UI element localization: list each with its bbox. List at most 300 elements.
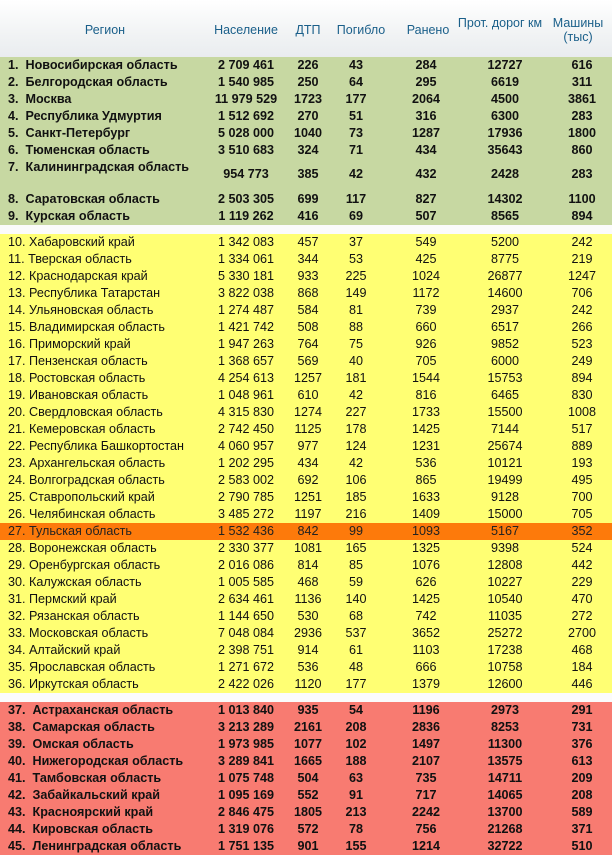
- cars-cell: 889: [571, 439, 593, 453]
- table-row: [0, 838, 612, 855]
- header-died: Погибло: [336, 23, 386, 37]
- died-cell: 91: [348, 788, 363, 802]
- injured-cell: 536: [415, 456, 437, 470]
- region-name: 7. Калининградская область: [8, 160, 190, 174]
- injured-cell: 926: [415, 337, 437, 351]
- accidents-cell: 914: [297, 643, 319, 657]
- accidents-cell: 536: [297, 660, 319, 674]
- died-cell: 185: [345, 490, 367, 504]
- cars-cell: 1100: [568, 192, 596, 206]
- road-length-cell: 10758: [487, 660, 523, 674]
- region-name: 32. Рязанская область: [8, 609, 140, 623]
- population-cell: 2 709 461: [217, 58, 275, 72]
- population-cell: 954 773: [223, 167, 269, 181]
- accidents-cell: 1805: [293, 805, 323, 819]
- died-cell: 124: [345, 439, 367, 453]
- table-row: [0, 557, 612, 574]
- cars-cell: 589: [571, 805, 593, 819]
- table-body: [0, 57, 612, 855]
- population-cell: 2 634 461: [217, 592, 275, 606]
- cars-cell: 894: [571, 371, 593, 385]
- road-length-cell: 25674: [487, 439, 523, 453]
- group-red: [0, 702, 612, 855]
- accidents-cell: 504: [297, 771, 319, 785]
- road-length-cell: 12727: [487, 58, 523, 72]
- died-cell: 75: [348, 337, 363, 351]
- road-length-cell: 11300: [487, 737, 523, 751]
- died-cell: 59: [348, 575, 363, 589]
- cars-cell: 272: [571, 609, 593, 623]
- population-cell: 3 213 289: [217, 720, 275, 734]
- table-row: [0, 753, 612, 770]
- road-length-cell: 8253: [490, 720, 520, 734]
- accidents-cell: 385: [297, 167, 319, 181]
- road-length-cell: 15500: [487, 405, 523, 419]
- died-cell: 42: [348, 388, 363, 402]
- cars-cell: 291: [571, 703, 593, 717]
- header-population: Население: [214, 23, 278, 37]
- road-length-cell: 6000: [490, 354, 520, 368]
- died-cell: 48: [348, 660, 363, 674]
- cars-cell: 209: [571, 771, 593, 785]
- injured-cell: 1231: [411, 439, 441, 453]
- table-row: [0, 142, 612, 159]
- road-length-cell: 8565: [490, 209, 520, 223]
- population-cell: 2 790 785: [217, 490, 275, 504]
- accidents-cell: 933: [297, 269, 319, 283]
- injured-cell: 705: [415, 354, 437, 368]
- population-cell: 2 742 450: [217, 422, 275, 436]
- population-cell: 2 503 305: [217, 192, 275, 206]
- cars-cell: 3861: [567, 92, 597, 106]
- population-cell: 2 846 475: [217, 805, 275, 819]
- header-injured: Ранено: [406, 23, 450, 37]
- road-length-cell: 17238: [487, 643, 523, 657]
- injured-cell: 434: [415, 143, 437, 157]
- population-cell: 1 512 692: [217, 109, 275, 123]
- road-length-cell: 10540: [487, 592, 523, 606]
- injured-cell: 1379: [411, 677, 441, 691]
- road-length-cell: 6517: [490, 320, 520, 334]
- population-cell: 3 485 272: [217, 507, 275, 521]
- cars-cell: 613: [571, 754, 593, 768]
- group-separator: [0, 225, 612, 234]
- cars-cell: 208: [571, 788, 593, 802]
- cars-cell: 616: [571, 58, 593, 72]
- table-row: [0, 719, 612, 736]
- died-cell: 43: [348, 58, 363, 72]
- died-cell: 61: [348, 643, 363, 657]
- cars-cell: 242: [571, 235, 593, 249]
- region-name: 1. Новосибирская область: [8, 58, 178, 72]
- cars-cell: 517: [571, 422, 593, 436]
- injured-cell: 1287: [411, 126, 441, 140]
- died-cell: 69: [348, 209, 363, 223]
- region-name: 4. Республика Удмуртия: [8, 109, 162, 123]
- region-name: 41. Тамбовская область: [8, 771, 162, 785]
- died-cell: 227: [345, 405, 367, 419]
- accidents-cell: 226: [297, 58, 319, 72]
- table-row: [0, 91, 612, 108]
- cars-cell: 311: [571, 75, 593, 89]
- table-row: [0, 455, 612, 472]
- died-cell: 165: [345, 541, 367, 555]
- group-separator: [0, 693, 612, 702]
- accidents-cell: 842: [297, 524, 319, 538]
- accidents-cell: 584: [297, 303, 319, 317]
- population-cell: 11 979 529: [214, 92, 278, 106]
- region-name: 29. Оренбургская область: [8, 558, 161, 572]
- died-cell: 37: [348, 235, 363, 249]
- accidents-cell: 468: [297, 575, 319, 589]
- region-name: 15. Владимирская область: [8, 320, 165, 334]
- accidents-cell: 1257: [293, 371, 323, 385]
- population-cell: 1 271 672: [217, 660, 275, 674]
- injured-cell: 1325: [411, 541, 441, 555]
- injured-cell: 756: [415, 822, 437, 836]
- table-row: [0, 736, 612, 753]
- region-name: 9. Курская область: [8, 209, 130, 223]
- table-row: [0, 404, 612, 421]
- accidents-cell: 508: [297, 320, 319, 334]
- road-length-cell: 32722: [487, 839, 523, 853]
- region-name: 44. Кировская область: [8, 822, 153, 836]
- road-length-cell: 12600: [487, 677, 523, 691]
- died-cell: 68: [348, 609, 363, 623]
- region-name: 36. Иркутская область: [8, 677, 139, 691]
- table-row: [0, 353, 612, 370]
- table-row: [0, 285, 612, 302]
- road-length-cell: 10121: [487, 456, 523, 470]
- accidents-cell: 324: [297, 143, 319, 157]
- accidents-cell: 1251: [293, 490, 323, 504]
- injured-cell: 295: [415, 75, 437, 89]
- region-name: 34. Алтайский край: [8, 643, 121, 657]
- region-name: 24. Волгоградская область: [8, 473, 165, 487]
- header-accidents: ДТП: [295, 23, 321, 37]
- accidents-cell: 1197: [294, 507, 322, 521]
- cars-cell: 229: [571, 575, 593, 589]
- road-length-cell: 2428: [490, 167, 520, 181]
- cars-cell: 219: [571, 252, 593, 266]
- table-row: [0, 642, 612, 659]
- died-cell: 177: [345, 92, 367, 106]
- region-name: 40. Нижегородская область: [8, 754, 184, 768]
- cars-cell: 266: [571, 320, 593, 334]
- table-row: [0, 523, 612, 540]
- table-row: [0, 191, 612, 208]
- accidents-cell: 457: [297, 235, 319, 249]
- accidents-cell: 1120: [294, 677, 322, 691]
- region-name: 30. Калужская область: [8, 575, 142, 589]
- population-cell: 1 973 985: [217, 737, 275, 751]
- population-cell: 1 005 585: [217, 575, 275, 589]
- region-name: 39. Омская область: [8, 737, 134, 751]
- table-row: [0, 591, 612, 608]
- cars-cell: 468: [571, 643, 593, 657]
- cars-cell: 860: [571, 143, 593, 157]
- accidents-cell: 1136: [294, 592, 322, 606]
- road-length-cell: 6619: [490, 75, 520, 89]
- injured-cell: 1172: [412, 286, 440, 300]
- region-name: 38. Самарская область: [8, 720, 155, 734]
- road-length-cell: 14711: [487, 771, 523, 785]
- accidents-cell: 416: [297, 209, 319, 223]
- injured-cell: 626: [415, 575, 437, 589]
- road-length-cell: 4500: [490, 92, 520, 106]
- region-name: 8. Саратовская область: [8, 192, 160, 206]
- accidents-cell: 814: [297, 558, 319, 572]
- injured-cell: 1425: [411, 592, 441, 606]
- died-cell: 225: [345, 269, 367, 283]
- population-cell: 2 016 086: [217, 558, 275, 572]
- table-row: [0, 421, 612, 438]
- region-name: 14. Ульяновская область: [8, 303, 154, 317]
- accidents-cell: 2161: [293, 720, 323, 734]
- road-length-cell: 5200: [490, 235, 520, 249]
- road-length-cell: 35643: [487, 143, 523, 157]
- injured-cell: 1497: [411, 737, 441, 751]
- region-name: 19. Ивановская область: [8, 388, 149, 402]
- region-name: 45. Ленинградская область: [8, 839, 182, 853]
- header-cars: Машины (тыс): [552, 16, 604, 44]
- region-name: 13. Республика Татарстан: [8, 286, 161, 300]
- accidents-cell: 270: [297, 109, 319, 123]
- road-length-cell: 12808: [487, 558, 523, 572]
- population-cell: 5 330 181: [217, 269, 275, 283]
- table-row: [0, 251, 612, 268]
- accidents-cell: 569: [297, 354, 319, 368]
- table-row: [0, 57, 612, 74]
- died-cell: 181: [345, 371, 367, 385]
- population-cell: 1 119 262: [218, 209, 274, 223]
- accidents-cell: 434: [297, 456, 319, 470]
- table-row: [0, 268, 612, 285]
- died-cell: 53: [348, 252, 363, 266]
- died-cell: 117: [345, 192, 367, 206]
- road-length-cell: 10227: [487, 575, 523, 589]
- died-cell: 102: [345, 737, 367, 751]
- cars-cell: 371: [571, 822, 593, 836]
- road-length-cell: 15753: [487, 371, 523, 385]
- road-length-cell: 14302: [487, 192, 523, 206]
- road-length-cell: 9398: [490, 541, 520, 555]
- population-cell: 2 330 377: [217, 541, 275, 555]
- population-cell: 4 254 613: [217, 371, 275, 385]
- cars-cell: 283: [571, 167, 593, 181]
- cars-cell: 700: [571, 490, 593, 504]
- table-row: [0, 336, 612, 353]
- injured-cell: 1196: [412, 703, 440, 717]
- injured-cell: 1633: [411, 490, 441, 504]
- accidents-cell: 1040: [293, 126, 323, 140]
- cars-cell: 470: [571, 592, 593, 606]
- died-cell: 99: [348, 524, 363, 538]
- cars-cell: 1008: [567, 405, 597, 419]
- cars-cell: 249: [571, 354, 593, 368]
- died-cell: 88: [348, 320, 363, 334]
- road-length-cell: 13575: [487, 754, 523, 768]
- cars-cell: 2700: [567, 626, 597, 640]
- injured-cell: 717: [415, 788, 437, 802]
- cars-cell: 705: [571, 507, 593, 521]
- road-length-cell: 9852: [490, 337, 520, 351]
- cars-cell: 283: [571, 109, 593, 123]
- table-header: [0, 0, 612, 57]
- table-row: [0, 208, 612, 225]
- road-length-cell: 15000: [487, 507, 523, 521]
- injured-cell: 3652: [411, 626, 441, 640]
- table-row: [0, 387, 612, 404]
- died-cell: 537: [345, 626, 367, 640]
- injured-cell: 2836: [411, 720, 441, 734]
- population-cell: 3 289 841: [217, 754, 275, 768]
- table-row: [0, 125, 612, 142]
- cars-cell: 352: [571, 524, 593, 538]
- table-row: [0, 804, 612, 821]
- population-cell: 1 274 487: [217, 303, 275, 317]
- died-cell: 178: [345, 422, 367, 436]
- injured-cell: 507: [415, 209, 437, 223]
- table-row: [0, 676, 612, 693]
- header-road-length: Прот. дорог км: [457, 16, 543, 30]
- table-row: [0, 625, 612, 642]
- injured-cell: 316: [415, 109, 437, 123]
- injured-cell: 742: [415, 609, 437, 623]
- region-name: 26. Челябинская область: [8, 507, 156, 521]
- table-row: [0, 702, 612, 719]
- died-cell: 85: [348, 558, 363, 572]
- injured-cell: 1103: [412, 643, 440, 657]
- table-row: [0, 659, 612, 676]
- accidents-cell: 699: [297, 192, 319, 206]
- population-cell: 1 532 436: [217, 524, 275, 538]
- road-length-cell: 19499: [487, 473, 523, 487]
- region-name: 27. Тульская область: [8, 524, 132, 538]
- died-cell: 188: [345, 754, 367, 768]
- population-cell: 1 421 742: [217, 320, 275, 334]
- population-cell: 3 822 038: [217, 286, 275, 300]
- died-cell: 42: [348, 167, 363, 181]
- injured-cell: 1409: [411, 507, 441, 521]
- region-name: 25. Ставропольский край: [8, 490, 155, 504]
- population-cell: 1 368 657: [217, 354, 275, 368]
- accidents-cell: 572: [297, 822, 319, 836]
- road-length-cell: 2937: [490, 303, 520, 317]
- region-name: 12. Краснодарская край: [8, 269, 148, 283]
- died-cell: 106: [345, 473, 367, 487]
- region-name: 10. Хабаровский край: [8, 235, 135, 249]
- population-cell: 1 075 748: [217, 771, 275, 785]
- injured-cell: 1544: [411, 371, 441, 385]
- population-cell: 1 334 061: [217, 252, 275, 266]
- cars-cell: 242: [571, 303, 593, 317]
- road-length-cell: 25272: [487, 626, 523, 640]
- region-name: 11. Тверская область: [8, 252, 132, 266]
- died-cell: 213: [345, 805, 367, 819]
- road-length-cell: 21268: [487, 822, 523, 836]
- died-cell: 216: [345, 507, 367, 521]
- injured-cell: 660: [415, 320, 437, 334]
- cars-cell: 523: [571, 337, 593, 351]
- cars-cell: 510: [571, 839, 593, 853]
- died-cell: 63: [348, 771, 363, 785]
- population-cell: 4 315 830: [217, 405, 275, 419]
- table-row: [0, 540, 612, 557]
- cars-cell: 706: [571, 286, 593, 300]
- cars-cell: 524: [571, 541, 593, 555]
- region-name: 33. Московская область: [8, 626, 149, 640]
- road-length-cell: 14065: [487, 788, 523, 802]
- injured-cell: 1024: [411, 269, 441, 283]
- road-length-cell: 13700: [487, 805, 523, 819]
- injured-cell: 865: [415, 473, 437, 487]
- population-cell: 3 510 683: [217, 143, 275, 157]
- accidents-cell: 935: [297, 703, 319, 717]
- died-cell: 64: [348, 75, 363, 89]
- region-name: 2. Белгородская область: [8, 75, 168, 89]
- injured-cell: 735: [415, 771, 437, 785]
- region-name: 3. Москва: [8, 92, 72, 106]
- table-row: [0, 108, 612, 125]
- accidents-cell: 901: [297, 839, 319, 853]
- table-row: [0, 489, 612, 506]
- died-cell: 177: [345, 677, 367, 691]
- table-row: [0, 302, 612, 319]
- injured-cell: 2107: [411, 754, 441, 768]
- injured-cell: 816: [415, 388, 437, 402]
- accidents-cell: 1723: [293, 92, 323, 106]
- region-name: 37. Астраханская область: [8, 703, 174, 717]
- accidents-cell: 1274: [293, 405, 323, 419]
- injured-cell: 1214: [411, 839, 441, 853]
- injured-cell: 549: [415, 235, 437, 249]
- injured-cell: 425: [415, 252, 437, 266]
- population-cell: 1 048 961: [217, 388, 275, 402]
- road-length-cell: 14600: [487, 286, 523, 300]
- cars-cell: 495: [571, 473, 593, 487]
- population-cell: 1 319 076: [217, 822, 275, 836]
- region-name: 42. Забайкальский край: [8, 788, 161, 802]
- population-cell: 4 060 957: [217, 439, 275, 453]
- table-row: [0, 319, 612, 336]
- died-cell: 78: [348, 822, 363, 836]
- accidents-cell: 250: [297, 75, 319, 89]
- table-row: [0, 370, 612, 387]
- accidents-cell: 1125: [294, 422, 322, 436]
- road-length-cell: 9128: [490, 490, 520, 504]
- cars-cell: 1247: [567, 269, 597, 283]
- cars-cell: 731: [571, 720, 593, 734]
- accidents-cell: 692: [297, 473, 319, 487]
- injured-cell: 1093: [411, 524, 441, 538]
- population-cell: 1 144 650: [217, 609, 275, 623]
- population-cell: 2 422 026: [217, 677, 275, 691]
- injured-cell: 284: [415, 58, 437, 72]
- died-cell: 40: [348, 354, 363, 368]
- injured-cell: 666: [415, 660, 437, 674]
- died-cell: 54: [348, 703, 363, 717]
- road-length-cell: 7144: [490, 422, 520, 436]
- injured-cell: 1733: [411, 405, 441, 419]
- table-row: [0, 770, 612, 787]
- population-cell: 1 095 169: [217, 788, 275, 802]
- region-name: 28. Воронежская область: [8, 541, 157, 555]
- accidents-cell: 610: [297, 388, 319, 402]
- table-row: [0, 574, 612, 591]
- died-cell: 73: [348, 126, 363, 140]
- population-cell: 5 028 000: [217, 126, 275, 140]
